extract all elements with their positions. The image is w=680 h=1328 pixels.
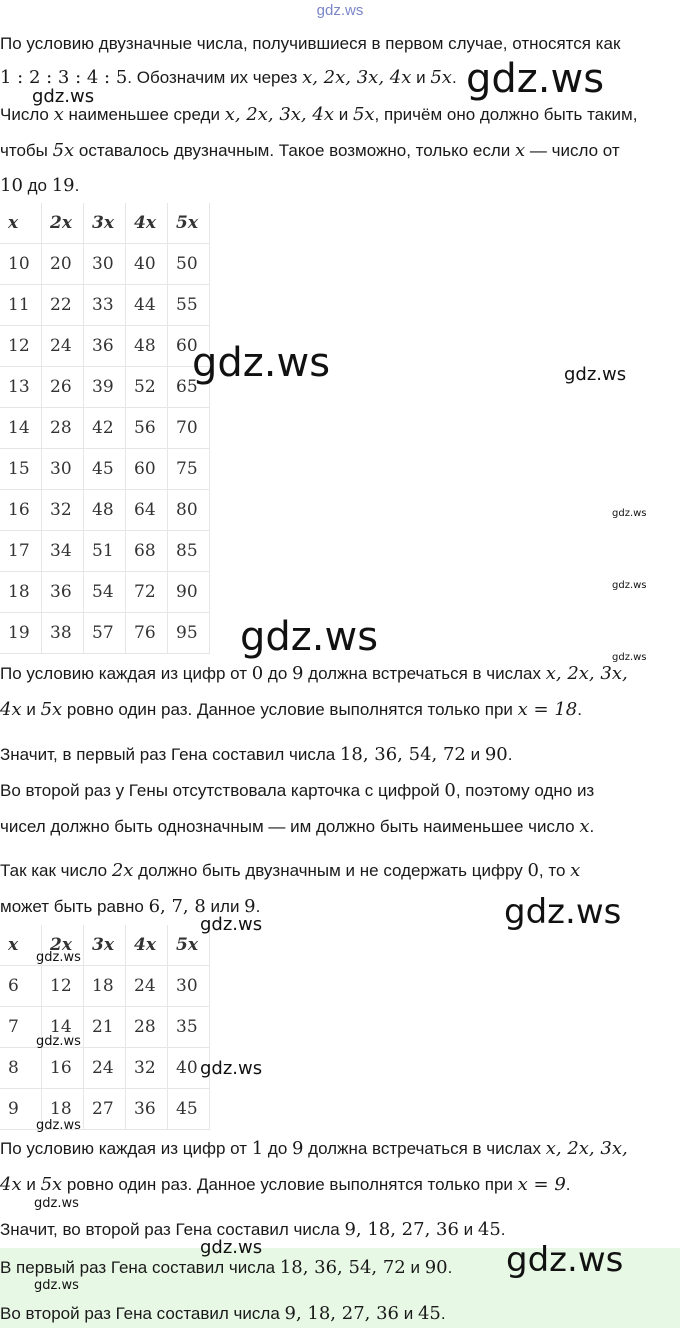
table-cell: 76 <box>126 613 168 654</box>
table-cell: 18 <box>42 1089 84 1130</box>
table-cell: 60 <box>126 449 168 490</box>
table-row <box>0 326 210 367</box>
table-cell: 75 <box>168 449 210 490</box>
table-cell: 8 <box>0 1048 42 1089</box>
watermark: gdz.ws <box>506 1240 624 1280</box>
table-row <box>0 367 210 408</box>
table-cell: 40 <box>168 1048 210 1089</box>
table-cell: 10 <box>0 244 42 285</box>
table-header-cell: 5x <box>168 203 210 244</box>
table-cell: 36 <box>126 1089 168 1130</box>
table-cell: 38 <box>42 613 84 654</box>
solution-line-10: чисел должно быть однозначным — им должно быть наименьшее число x. <box>0 816 595 837</box>
table-cell: 60 <box>168 326 210 367</box>
table-cell: 64 <box>126 490 168 531</box>
table-cell: 7 <box>0 1007 42 1048</box>
table-cell: 28 <box>42 408 84 449</box>
table-cell: 18 <box>84 966 126 1007</box>
table-cell: 32 <box>42 490 84 531</box>
solution-line-3: Число x наименьшее среди x, 2x, 3x, 4x и 5x, причём оно должно быть таким, <box>0 104 638 125</box>
solution-line-8: Значит, в первый раз Гена составил числа 18, 36, 54, 72 и 90. <box>0 744 513 765</box>
table-header-cell: 2x <box>42 925 84 966</box>
watermark: gdz.ws <box>612 652 647 663</box>
table-cell: 28 <box>126 1007 168 1048</box>
answer-line-1: В первый раз Гена составил числа 18, 36, 54, 72 и 90. <box>0 1257 453 1278</box>
table-header-cell: 5x <box>168 925 210 966</box>
watermark: gdz.ws <box>192 340 331 386</box>
table-row <box>0 408 210 449</box>
table-header-cell: 2x <box>42 203 84 244</box>
table-row <box>0 1007 210 1048</box>
table-cell: 50 <box>168 244 210 285</box>
table-cell: 36 <box>42 572 84 613</box>
solution-line-15: Значит, во второй раз Гена составил числа 9, 18, 27, 36 и 45. <box>0 1219 506 1240</box>
watermark: gdz.ws <box>564 364 627 385</box>
watermark: gdz.ws <box>36 950 81 965</box>
watermark: gdz.ws <box>240 614 379 660</box>
table-cell: 30 <box>84 244 126 285</box>
table-row <box>0 490 210 531</box>
watermark: gdz.ws <box>36 1118 81 1133</box>
solution-line-6: По условию каждая из цифр от 0 до 9 должна встречаться в числах x, 2x, 3x, <box>0 663 628 684</box>
table-cell: 56 <box>126 408 168 449</box>
table-row <box>0 449 210 490</box>
table-cell: 51 <box>84 531 126 572</box>
table-cell: 21 <box>84 1007 126 1048</box>
table-cell: 15 <box>0 449 42 490</box>
table-cell: 16 <box>0 490 42 531</box>
watermark: gdz.ws <box>34 1196 79 1211</box>
table-cell: 24 <box>84 1048 126 1089</box>
solution-line-2: 1 : 2 : 3 : 4 : 5. Обозначим их через x, 2x, 3x, 4x и 5x. <box>0 67 457 88</box>
table-header-row <box>0 925 210 966</box>
table-cell: 70 <box>168 408 210 449</box>
table-cell: 12 <box>42 966 84 1007</box>
watermark: gdz.ws <box>200 1237 263 1258</box>
table-cell: 11 <box>0 285 42 326</box>
table-header-cell: x <box>0 203 42 244</box>
table-cell: 68 <box>126 531 168 572</box>
table-row <box>0 1089 210 1130</box>
table-header-cell: 4x <box>126 925 168 966</box>
watermark: gdz.ws <box>612 580 647 591</box>
watermark: gdz.ws <box>612 508 647 519</box>
table-cell: 22 <box>42 285 84 326</box>
table-cell: 85 <box>168 531 210 572</box>
table-cell: 24 <box>42 326 84 367</box>
table-cell: 19 <box>0 613 42 654</box>
watermark: gdz.ws <box>200 914 263 935</box>
table-cell: 30 <box>42 449 84 490</box>
table-cell: 90 <box>168 572 210 613</box>
site-link[interactable]: gdz.ws <box>316 2 364 19</box>
table-cell: 65 <box>168 367 210 408</box>
solution-line-11: Так как число 2x должно быть двузначным и не содержать цифру 0, то x <box>0 860 581 881</box>
table-cell: 95 <box>168 613 210 654</box>
table-cell: 24 <box>126 966 168 1007</box>
multiples-table-1 <box>0 203 210 654</box>
solution-line-4: чтобы 5x оставалось двузначным. Такое возможно, только если x — число от <box>0 140 620 161</box>
table-cell: 32 <box>126 1048 168 1089</box>
table-cell: 30 <box>168 966 210 1007</box>
table-cell: 80 <box>168 490 210 531</box>
solution-line-9: Во второй раз у Гены отсутствовала карточка с цифрой 0, поэтому одно из <box>0 780 595 801</box>
table-cell: 48 <box>126 326 168 367</box>
table-cell: 33 <box>84 285 126 326</box>
table-row <box>0 531 210 572</box>
table-row <box>0 285 210 326</box>
table-row <box>0 572 210 613</box>
table-cell: 34 <box>42 531 84 572</box>
table-cell: 52 <box>126 367 168 408</box>
table-cell: 40 <box>126 244 168 285</box>
table-header-row <box>0 203 210 244</box>
solution-line-12: может быть равно 6, 7, 8 или 9. <box>0 896 261 917</box>
multiples-table-2 <box>0 925 210 1130</box>
table-cell: 12 <box>0 326 42 367</box>
table-row <box>0 966 210 1007</box>
table-cell: 26 <box>42 367 84 408</box>
table-cell: 17 <box>0 531 42 572</box>
table-cell: 13 <box>0 367 42 408</box>
solution-line-7: 4x и 5x ровно один раз. Данное условие выполнятся только при x = 18. <box>0 699 582 720</box>
table-header-cell: 4x <box>126 203 168 244</box>
table-cell: 54 <box>84 572 126 613</box>
table-header-cell: x <box>0 925 42 966</box>
table-cell: 14 <box>0 408 42 449</box>
table-cell: 45 <box>84 449 126 490</box>
table-cell: 57 <box>84 613 126 654</box>
table-cell: 36 <box>84 326 126 367</box>
table-row <box>0 613 210 654</box>
solution-line-1: По условию двузначные числа, получившиеся в первом случае, относятся как <box>0 34 621 53</box>
table-row <box>0 244 210 285</box>
watermark: gdz.ws <box>34 1278 79 1293</box>
table-cell: 20 <box>42 244 84 285</box>
table-cell: 27 <box>84 1089 126 1130</box>
table-cell: 45 <box>168 1089 210 1130</box>
table-row <box>0 1048 210 1089</box>
solution-line-13: По условию каждая из цифр от 1 до 9 должна встречаться в числах x, 2x, 3x, <box>0 1138 628 1159</box>
table-cell: 14 <box>42 1007 84 1048</box>
table-cell: 35 <box>168 1007 210 1048</box>
table-cell: 55 <box>168 285 210 326</box>
watermark: gdz.ws <box>36 1034 81 1049</box>
table-cell: 72 <box>126 572 168 613</box>
solution-line-5: 10 до 19. <box>0 175 80 196</box>
table-cell: 18 <box>0 572 42 613</box>
watermark: gdz.ws <box>466 56 605 102</box>
watermark: gdz.ws <box>32 86 95 107</box>
table-header-cell: 3x <box>84 203 126 244</box>
table-cell: 48 <box>84 490 126 531</box>
table-cell: 42 <box>84 408 126 449</box>
table-cell: 39 <box>84 367 126 408</box>
table-cell: 9 <box>0 1089 42 1130</box>
table-cell: 44 <box>126 285 168 326</box>
watermark: gdz.ws <box>504 892 622 932</box>
table-cell: 16 <box>42 1048 84 1089</box>
solution-line-14: 4x и 5x ровно один раз. Данное условие выполнятся только при x = 9. <box>0 1174 571 1195</box>
table-cell: 6 <box>0 966 42 1007</box>
table-header-cell: 3x <box>84 925 126 966</box>
answer-line-2: Во второй раз Гена составил числа 9, 18, 27, 36 и 45. <box>0 1303 446 1324</box>
watermark: gdz.ws <box>200 1058 263 1079</box>
